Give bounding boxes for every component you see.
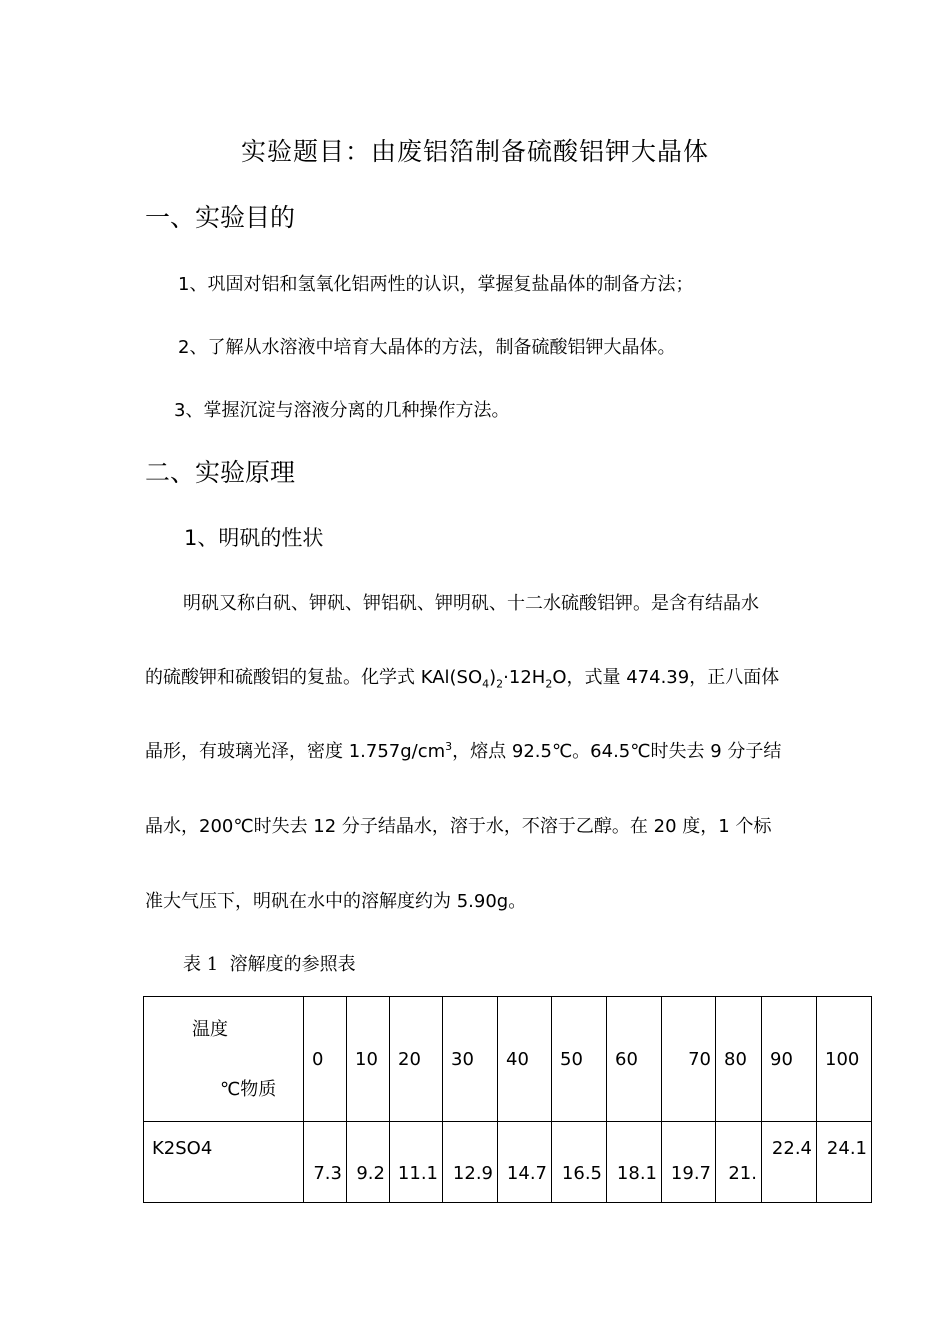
temp-header: 70	[662, 997, 716, 1122]
melting-text: ，熔点 92.5℃。64.5℃时失去 9 分子结	[452, 741, 782, 762]
temp-header: 50	[552, 997, 607, 1122]
temp-header: 90	[762, 997, 817, 1122]
table-caption	[183, 950, 356, 976]
formula-text-a: 的硫酸钾和硫酸铝的复盐。化学式 KAl(SO	[145, 667, 483, 688]
purpose-item-3: 3、掌握沉淀与溶液分离的几种操作方法。	[174, 400, 510, 421]
solubility-value: 24.1	[817, 1122, 872, 1203]
header-substance-label: ℃物质	[220, 1079, 277, 1100]
header-corner-cell	[144, 997, 304, 1122]
temp-header: 30	[443, 997, 498, 1122]
solubility-value: 11.1	[390, 1122, 443, 1203]
paragraph-line-2	[145, 663, 779, 689]
paragraph-line-3	[145, 737, 781, 763]
solubility-value: 19.7	[662, 1122, 716, 1203]
formula-text-d: O，式量 474.39，正八面体	[552, 667, 780, 688]
solubility-value: 14.7	[498, 1122, 552, 1203]
paragraph-line-1: 明矾又称白矾、钾矾、钾铝矾、钾明矾、十二水硫酸铝钾。是含有结晶水	[183, 593, 759, 614]
formula-sub-2: 2	[496, 677, 504, 691]
solubility-value: 9.2	[347, 1122, 390, 1203]
temp-header: 100	[817, 997, 872, 1122]
row-substance-label: K2SO4	[144, 1122, 304, 1203]
subsection-heading-alum: 1、明矾的性状	[184, 526, 324, 550]
caption-number: 1	[206, 954, 219, 975]
caption-text: 溶解度的参照表	[229, 954, 356, 975]
section-heading-purpose: 一、实验目的	[145, 203, 296, 232]
solubility-value: 7.3	[304, 1122, 347, 1203]
temp-header: 40	[498, 997, 552, 1122]
header-temperature-label: 温度	[192, 1019, 228, 1040]
purpose-item-1: 1、巩固对铝和氢氧化铝两性的认识，掌握复盐晶体的制备方法；	[178, 274, 694, 295]
solubility-value: 12.9	[443, 1122, 498, 1203]
formula-text-c: ·12H	[503, 667, 546, 688]
temp-header: 20	[390, 997, 443, 1122]
document-title: 实验题目：由废铝箔制备硫酸铝钾大晶体	[240, 137, 709, 166]
section-heading-principle: 二、实验原理	[145, 458, 296, 487]
temp-header: 80	[716, 997, 762, 1122]
paragraph-line-5: 准大气压下，明矾在水中的溶解度约为 5.90g。	[145, 891, 527, 912]
formula-text-b: )	[489, 667, 497, 688]
formula-sub-1: 4	[482, 677, 490, 691]
table-header-row	[144, 997, 872, 1122]
temp-header: 60	[607, 997, 662, 1122]
density-text: 晶形，有玻璃光泽，密度 1.757g/cm	[145, 741, 446, 762]
formula-sub-3: 2	[545, 677, 553, 691]
solubility-value: 21.	[716, 1122, 762, 1203]
paragraph-line-4: 晶水，200℃时失去 12 分子结晶水，溶于水，不溶于乙醇。在 20 度，1 个标	[145, 816, 772, 837]
density-sup: 3	[445, 740, 453, 753]
solubility-value: 16.5	[552, 1122, 607, 1203]
solubility-table	[143, 996, 872, 1203]
solubility-value: 18.1	[607, 1122, 662, 1203]
caption-prefix: 表	[183, 954, 201, 975]
temp-header: 0	[304, 997, 347, 1122]
table-row	[144, 1122, 872, 1203]
temp-header: 10	[347, 997, 390, 1122]
solubility-value: 22.4	[762, 1122, 817, 1203]
purpose-item-2: 2、了解从水溶液中培育大晶体的方法，制备硫酸铝钾大晶体。	[178, 337, 676, 358]
